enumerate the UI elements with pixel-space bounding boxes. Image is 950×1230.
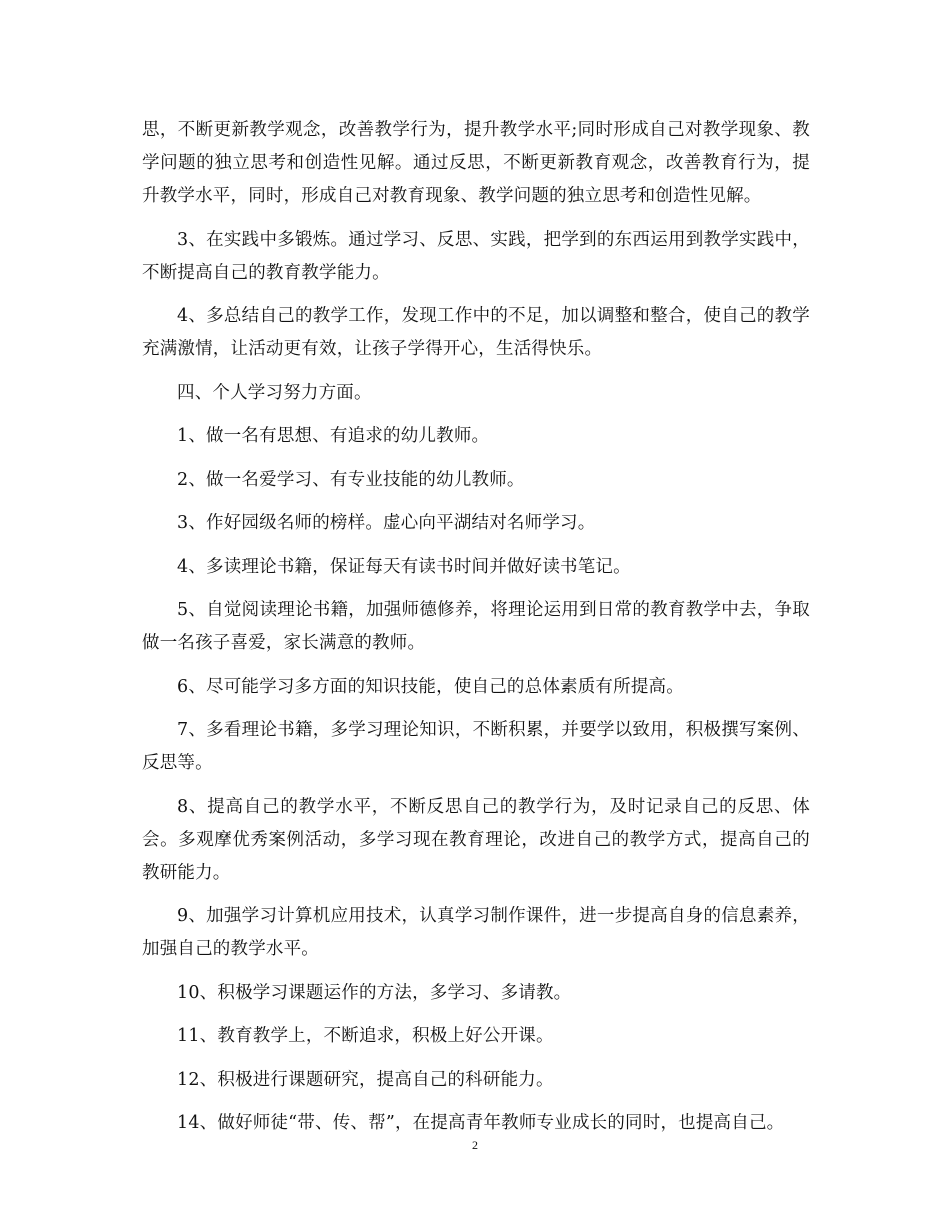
list-item-3: 3、作好园级名师的榜样。虚心向平湖结对名师学习。	[177, 513, 596, 533]
list-item-6: 6、尽可能学习多方面的知识技能，使自己的总体素质有所提高。	[177, 676, 684, 697]
paragraph-item-4-summary: 4、多总结自己的教学工作，发现工作中的不足，加以调整和整合，使自己的教学充满激情，让活动更有效，让孩子学得开心，生活得快乐。	[142, 306, 810, 359]
paragraph-continued-reflection: 思，不断更新教学观念，改善教学行为，提升教学水平;同时形成自己对教学现象、教学问题的独立思考和创造性见解。通过反思，不断更新教育观念，改善教育行为，提升教学水平，同时，形成自己对教育现象、教学问题的独立思考和创造性见解。	[142, 120, 810, 206]
paragraph-item-3-practice: 3、在实践中多锻炼。通过学习、反思、实践，把学到的东西运用到教学实践中，不断提高自己的教育教学能力。	[142, 229, 810, 283]
list-item-11: 11、教育教学上，不断追求，积极上好公开课。	[177, 1026, 554, 1046]
list-item-1: 1、做一名有思想、有追求的幼儿教师。	[177, 426, 490, 446]
body-text	[142, 114, 810, 1151]
list-item-4: 4、多读理论书籍，保证每天有读书时间并做好读书笔记。	[177, 556, 631, 577]
list-item-10: 10、积极学习课题运作的方法，多学习、多请教。	[177, 982, 572, 1003]
list-item-14: 14、做好师徒“带、传、帮”，在提高青年教师专业成长的同时，也提高自己。	[177, 1113, 785, 1133]
page-number: 2	[472, 1138, 478, 1152]
list-item-2: 2、做一名爱学习、有专业技能的幼儿教师。	[177, 469, 525, 490]
list-item-5: 5、自觉阅读理论书籍，加强师德修养，将理论运用到日常的教育教学中去，争取做一名孩子喜爱，家长满意的教师。	[142, 600, 810, 653]
list-item-12: 12、积极进行课题研究，提高自己的科研能力。	[177, 1069, 554, 1090]
list-item-9: 9、加强学习计算机应用技术，认真学习制作课件，进一步提高自身的信息素养，加强自己的教学水平。	[142, 906, 810, 959]
list-item-8: 8、提高自己的教学水平，不断反思自己的教学行为，及时记录自己的反思、体会。多观摩优秀案例活动，多学习现在教育理论，改进自己的教学方式，提高自己的教研能力。	[142, 796, 810, 883]
section-heading-personal-study: 四、个人学习努力方面。	[177, 382, 372, 403]
list-item-7: 7、多看理论书籍，多学习理论知识，不断积累，并要学以致用，积极撰写案例、反思等。	[142, 720, 810, 773]
